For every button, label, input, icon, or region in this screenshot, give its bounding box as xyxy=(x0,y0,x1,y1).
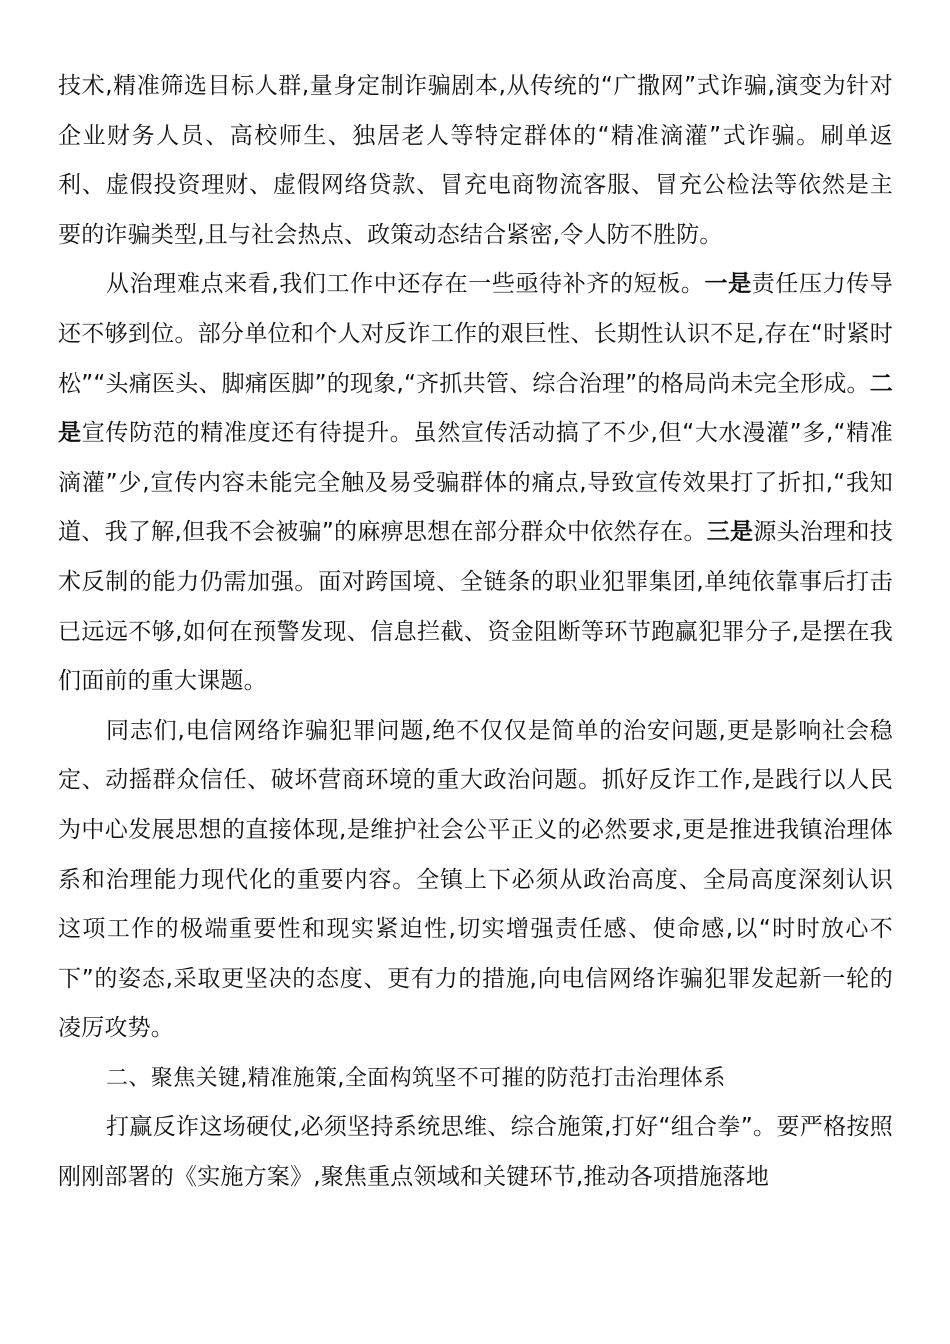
paragraph-political-significance: 同志们,电信网络诈骗犯罪问题,绝不仅仅是简单的治安问题,更是影响社会稳定、动摇群众信任、破坏营商环境的重大政治问题。抓好反诈工作,是践行以人民为中心发展思想的直接体现,是维护社会公平正义的必然要求,更是推进我镇治理体系和治理能力现代化的重要内容。全镇上下必须从政治高度、全局高度深刻认识这项工作的极端重要性和现实紧迫性,切实增强责任感、使命感,以“时时放心不下”的姿态,采取更坚决的态度、更有力的措施,向电信网络诈骗犯罪发起新一轮的凌厉攻势。 xyxy=(58,717,893,1042)
paragraph-governance-shortcomings xyxy=(58,260,893,706)
paragraph-combined-measures: 打赢反诈这场硬仗,必须坚持系统思维、综合施策,打好“组合拳”。要严格按照刚刚部署的《实施方案》,聚焦重点领域和关键环节,推动各项措施落地 xyxy=(58,1114,893,1191)
point-two-marker: 二是 xyxy=(58,370,893,447)
point-three-text: 源头治理和技术反制的能力仍需加强。面对跨国境、全链条的职业犯罪集团,单纯依靠事后打击已远远不够,如何在预警发现、信息拦截、资金阻断等环节跑赢犯罪分子,是摆在我们面前的重大课题。 xyxy=(58,519,893,695)
point-one-marker: 一是 xyxy=(704,271,752,298)
shortcomings-intro: 从治理难点来看,我们工作中还存在一些亟待补齐的短板。 xyxy=(106,271,705,298)
section-heading-two: 二、聚焦关键,精准施策,全面构筑坚不可摧的防范打击治理体系 xyxy=(106,1065,726,1091)
document-body xyxy=(58,62,893,1203)
point-two-text: 宣传防范的精准度还有待提升。虽然宣传活动搞了不少,但“大水漫灌”多,“精准滴灌”少,宣传内容未能完全触及易受骗群体的痛点,导致宣传效果打了折扣,“我知道、我了解,但我不会被骗”的麻痹思想在部分群众中依然存在。 xyxy=(58,420,893,546)
point-three-marker: 三是 xyxy=(706,519,754,546)
paragraph-fraud-trends: 技术,精准筛选目标人群,量身定制诈骗剧本,从传统的“广撒网”式诈骗,演变为针对企业财务人员、高校师生、独居老人等特定群体的“精准滴灌”式诈骗。刷单返利、虚假投资理财、虚假网络贷款、冒充电商物流客服、冒充公检法等依然是主要的诈骗类型,且与社会热点、政策动态结合紧密,令人防不胜防。 xyxy=(58,73,893,248)
point-one-text: 责任压力传导还不够到位。部分单位和个人对反诈工作的艰巨性、长期性认识不足,存在“时紧时松”“头痛医头、脚痛医脚”的现象,“齐抓共管、综合治理”的格局尚未完全形成。 xyxy=(58,271,894,397)
